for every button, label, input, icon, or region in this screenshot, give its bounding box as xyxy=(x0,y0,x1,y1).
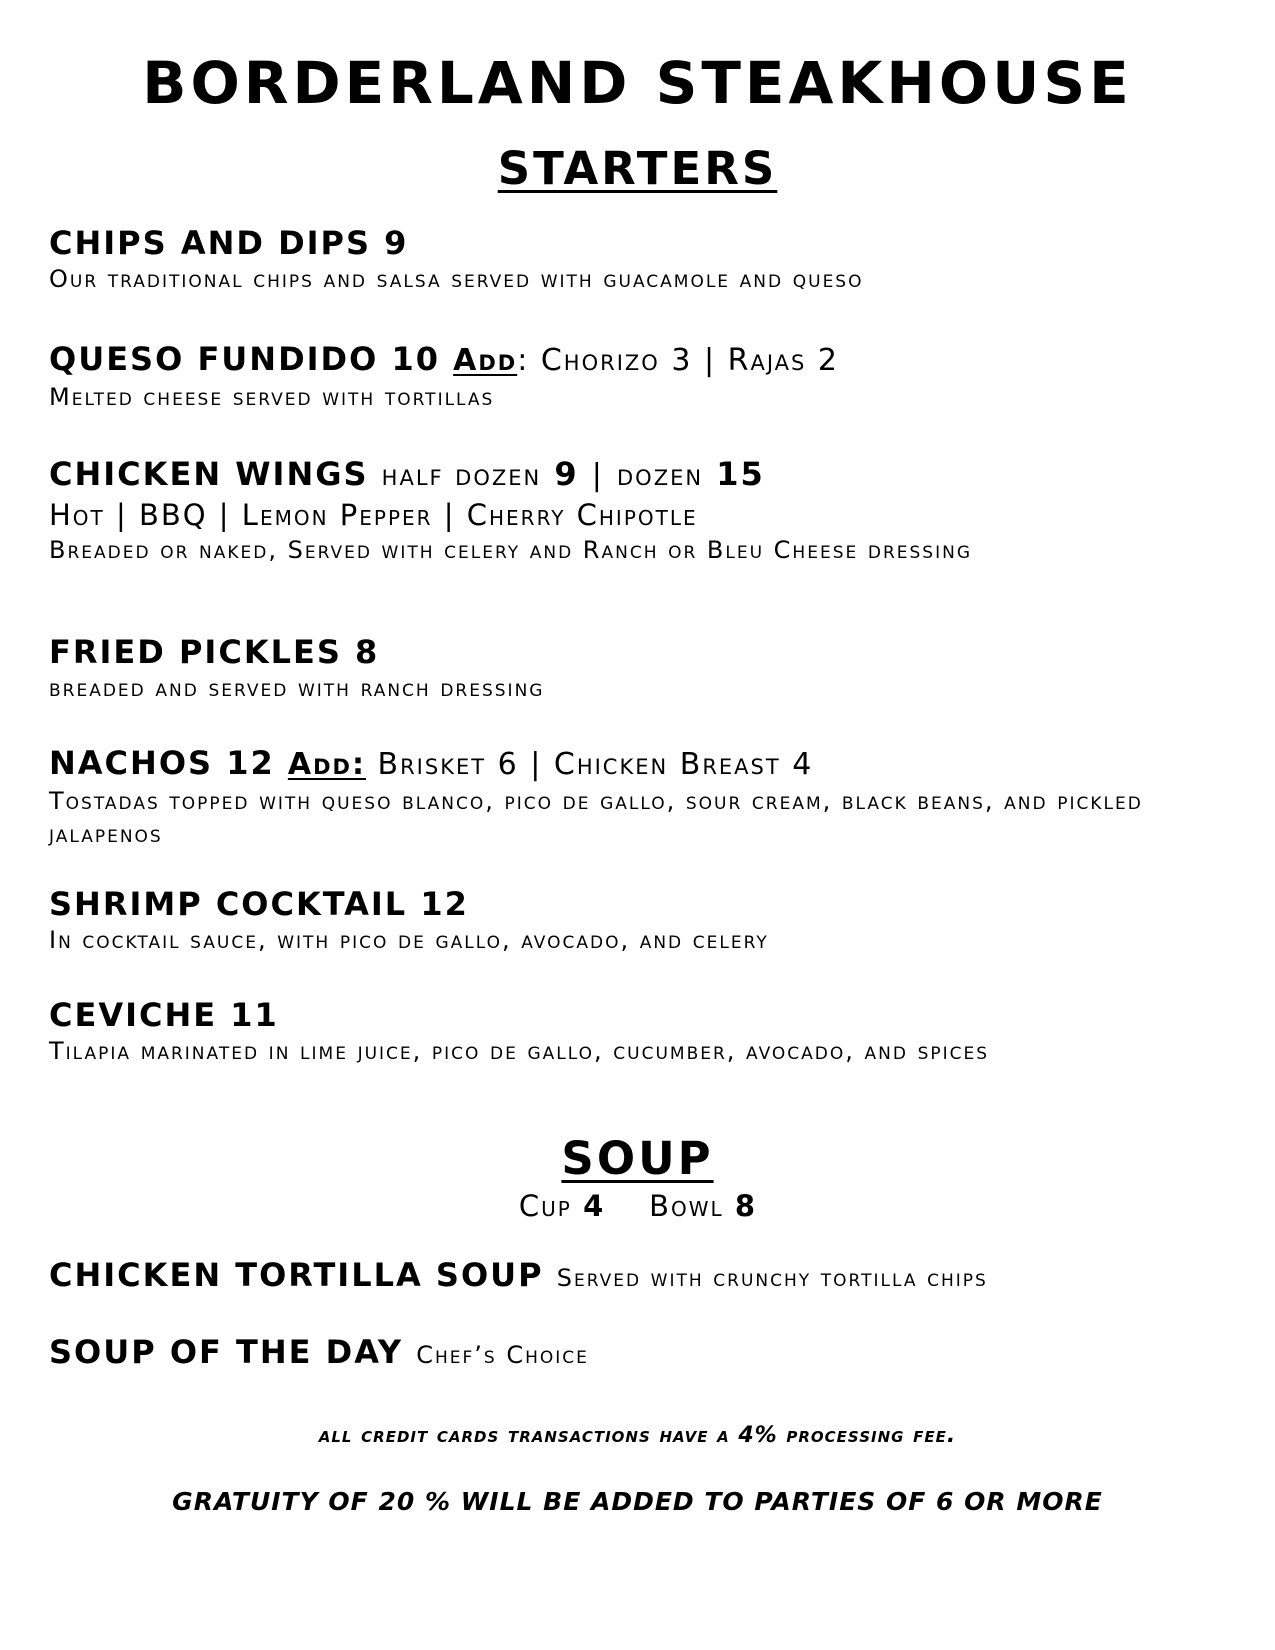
soup-heading: SOUP xyxy=(561,1132,714,1185)
soup-sizes xyxy=(0,1188,1275,1224)
menu-item-chicken-tortilla-soup xyxy=(49,1255,1239,1295)
item-name: QUESO FUNDIDO 10 xyxy=(49,340,440,378)
starters-heading: STARTERS xyxy=(497,142,778,195)
half-dozen-label: half dozen xyxy=(381,458,542,493)
add-options: : Chorizo 3 | Rajas 2 xyxy=(517,343,839,378)
menu-item-chicken-wings xyxy=(49,454,1239,567)
menu-item-shrimp-cocktail xyxy=(49,884,1239,957)
item-description: Melted cheese served with tortillas xyxy=(49,383,495,411)
item-name: SOUP OF THE DAY xyxy=(49,1333,404,1371)
item-note: Chef’s Choice xyxy=(416,1341,589,1369)
add-options: Brisket 6 | Chicken Breast 4 xyxy=(377,747,814,782)
item-name: CHICKEN TORTILLA SOUP xyxy=(49,1256,544,1294)
half-dozen-price: 9 xyxy=(554,455,579,493)
processing-fee-note: all credit cards transactions have a 4% processing fee. xyxy=(318,1423,957,1448)
separator: | xyxy=(591,458,604,493)
bowl-label: Bowl xyxy=(649,1189,724,1223)
item-description: Tilapia marinated in lime juice, pico de gallo, cucumber, avocado, and spices xyxy=(49,1037,990,1065)
restaurant-title: BORDERLAND STEAKHOUSE xyxy=(142,49,1133,117)
item-name: FRIED PICKLES 8 xyxy=(49,633,380,671)
item-name: NACHOS 12 xyxy=(49,744,275,782)
menu-item-queso-fundido xyxy=(49,339,1239,414)
bowl-price: 8 xyxy=(734,1189,757,1223)
menu-item-soup-of-the-day xyxy=(49,1332,1239,1372)
dozen-price: 15 xyxy=(716,455,765,493)
item-name: SHRIMP COCKTAIL 12 xyxy=(49,885,469,923)
item-description: Tostadas topped with queso blanco, pico de gallo, sour cream, black beans, and pickled jalapenos xyxy=(49,787,1143,848)
item-description: In cocktail sauce, with pico de gallo, avocado, and celery xyxy=(49,926,769,954)
item-name: CHIPS AND DIPS 9 xyxy=(49,224,409,262)
menu-item-ceviche xyxy=(49,995,1239,1068)
gratuity-note: GRATUITY OF 20 % WILL BE ADDED TO PARTIES OF 6 OR MORE xyxy=(172,1487,1103,1516)
item-note: Served with crunchy tortilla chips xyxy=(556,1264,988,1292)
item-name: CEVICHE 11 xyxy=(49,996,279,1034)
item-description: Our traditional chips and salsa served with guacamole and queso xyxy=(49,265,864,293)
add-label: Add xyxy=(453,343,518,378)
menu-item-nachos xyxy=(49,743,1239,851)
menu-item-fried-pickles xyxy=(49,632,1239,705)
add-label: Add: xyxy=(287,747,366,782)
wing-flavors: Hot | BBQ | Lemon Pepper | Cherry Chipotle xyxy=(49,498,698,532)
item-description: breaded and served with ranch dressing xyxy=(49,674,545,702)
menu-item-chips-and-dips xyxy=(49,223,1239,296)
dozen-label: dozen xyxy=(617,458,704,493)
item-description: Breaded or naked, Served with celery and Ranch or Bleu Cheese dressing xyxy=(49,536,972,564)
item-name: CHICKEN WINGS xyxy=(49,455,369,493)
cup-price: 4 xyxy=(583,1189,605,1223)
cup-label: Cup xyxy=(518,1189,572,1223)
